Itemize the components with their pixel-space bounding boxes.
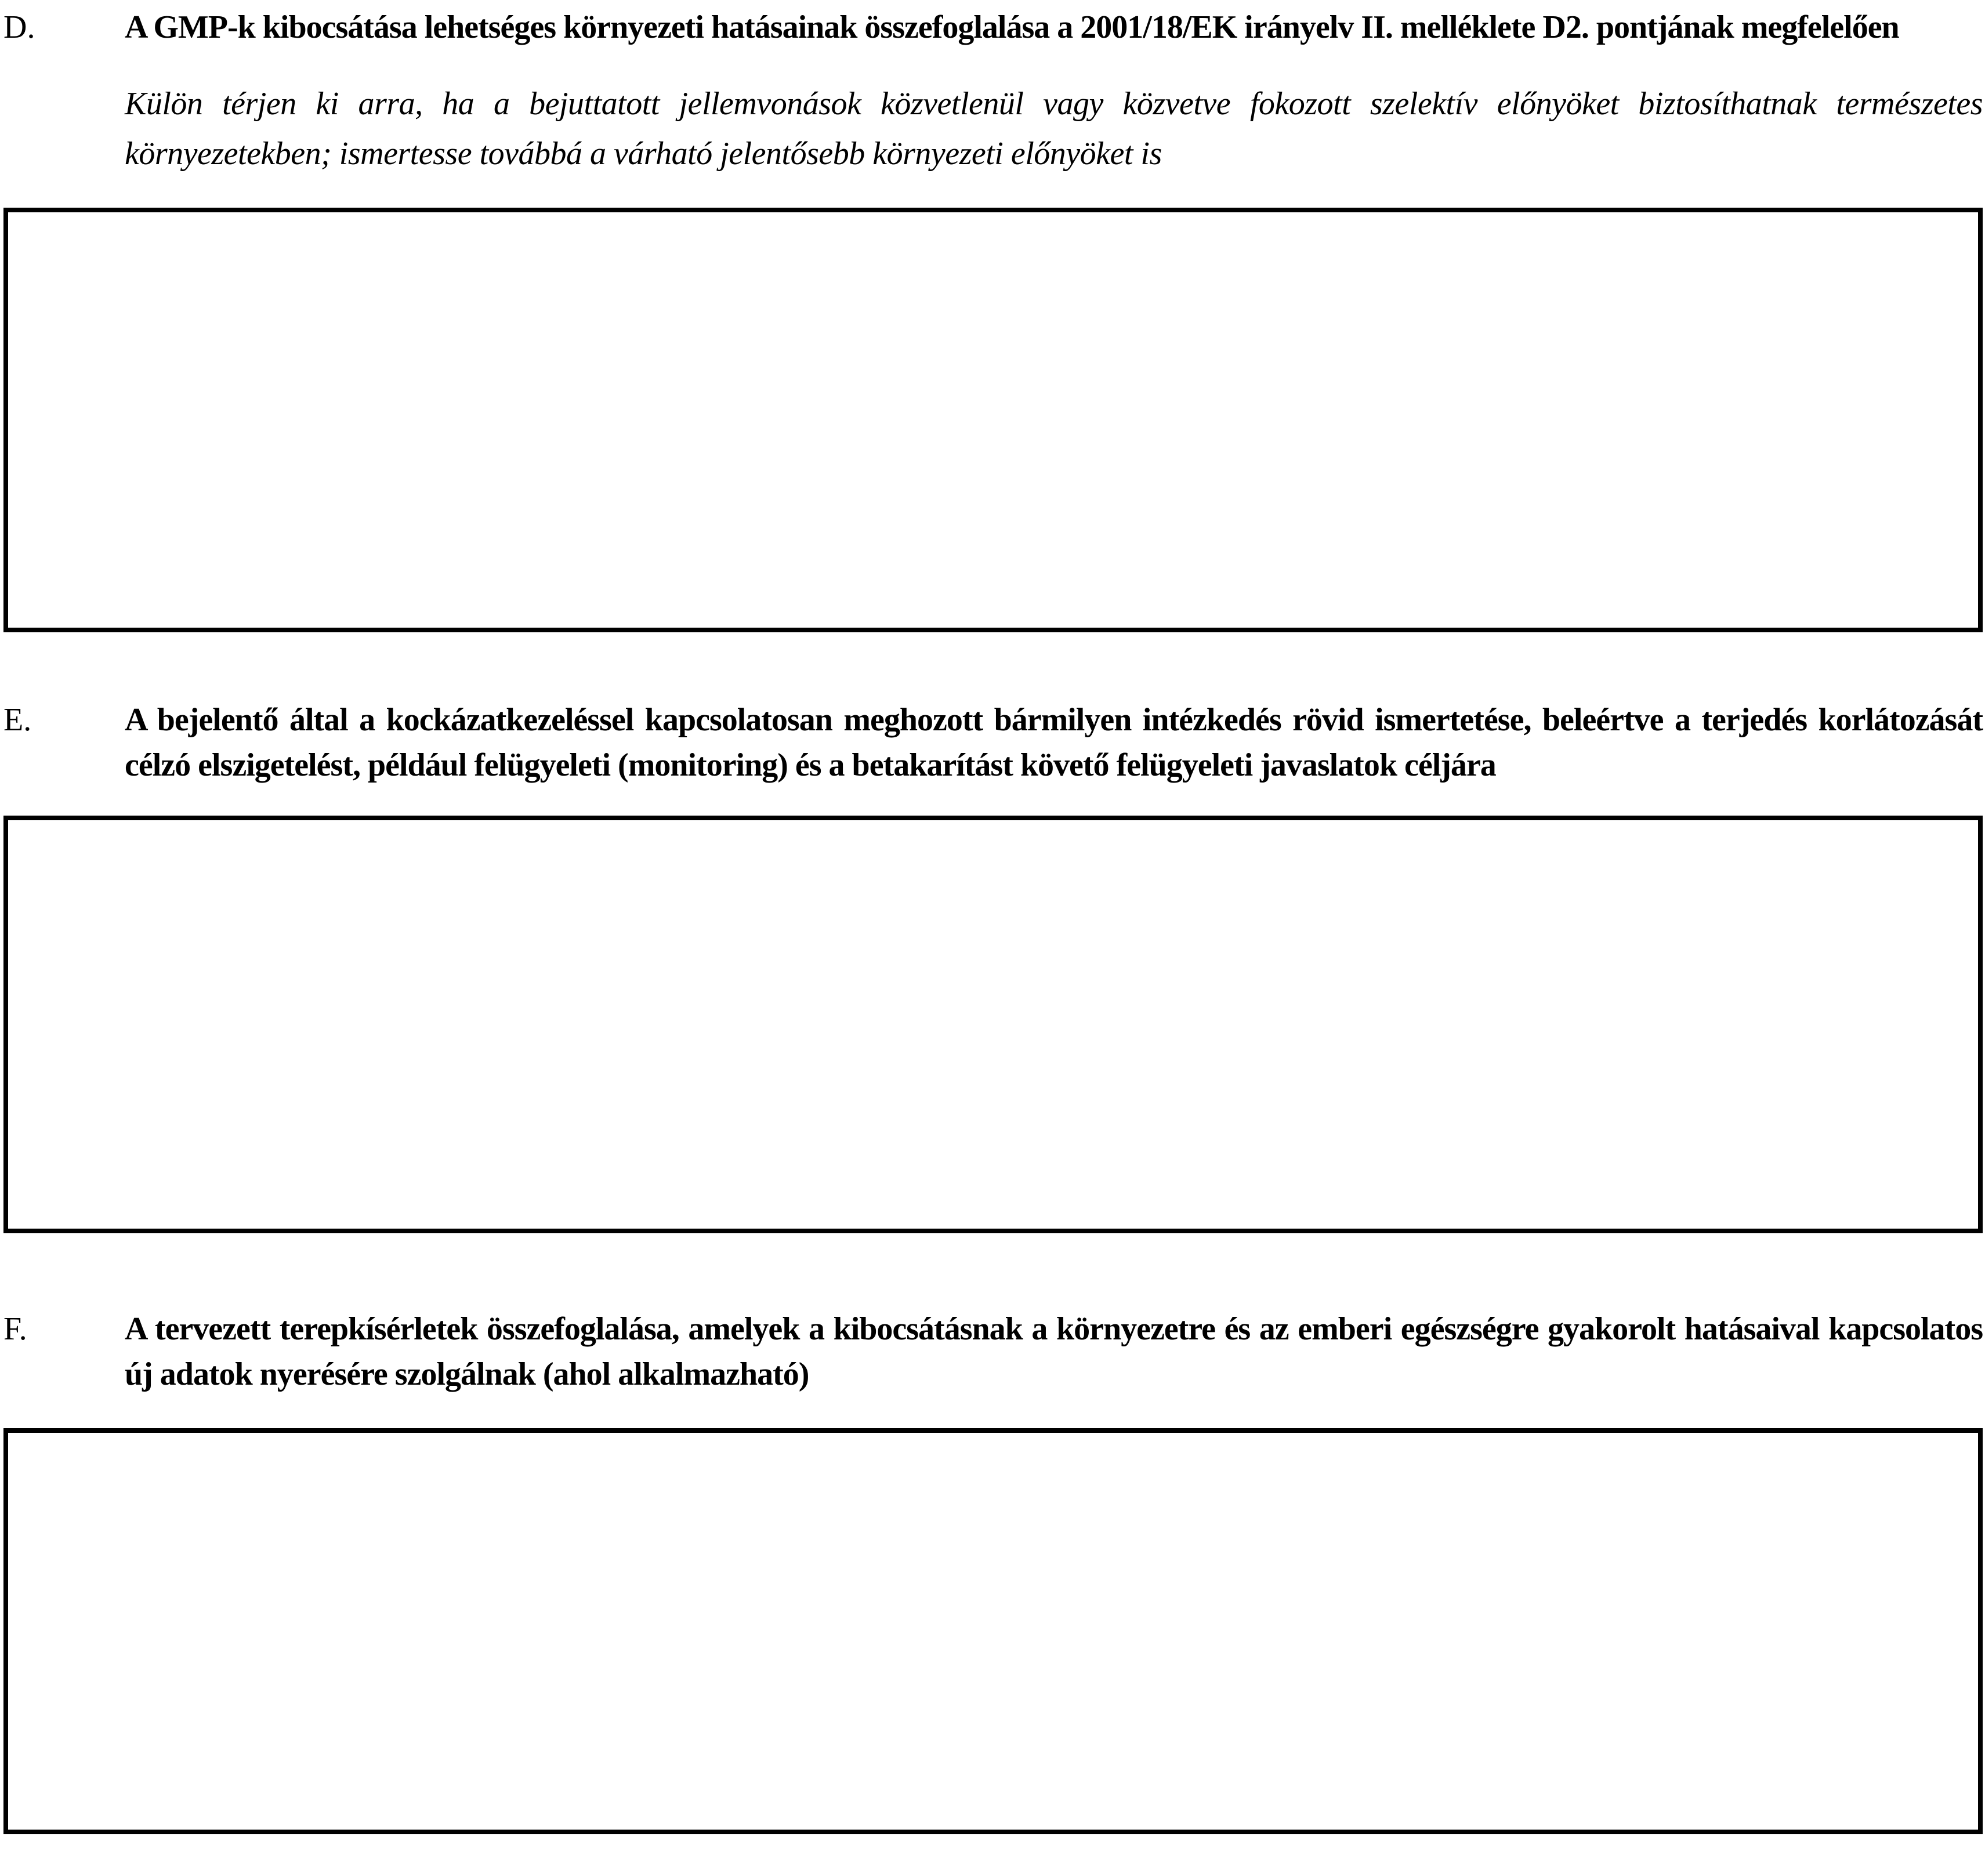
section-d-note: Külön térjen ki arra, ha a bejuttatott jellemvonások közvetlenül vagy közvetve fokozott szelektív előnyöket biztosíthatnak természetes környezetekben; ismertesse továbbá a várható jelentősebb környezeti előnyöket is — [125, 86, 1983, 172]
section-d-heading-row — [3, 5, 1983, 50]
section-f — [3, 1306, 1983, 1834]
section-f-heading: A tervezett terepkísérletek összefoglalása, amelyek a kibocsátásnak a környezetre és az emberi egészségre gyakorolt hatásaival kapcsolatos új adatok nyerésére szolgálnak (ahol alkalmazható) — [125, 1311, 1983, 1392]
section-d — [3, 5, 1983, 632]
section-d-input-box[interactable] — [3, 208, 1983, 632]
section-f-heading-row — [3, 1306, 1983, 1397]
section-d-label: D. — [3, 9, 35, 45]
section-e-heading-row — [3, 697, 1983, 788]
section-e-input-box[interactable] — [3, 816, 1983, 1233]
section-f-input-box[interactable] — [3, 1428, 1983, 1834]
section-d-heading: A GMP-k kibocsátása lehetséges környezeti hatásainak összefoglalása a 2001/18/EK irányelv II. melléklete D2. pontjának megfelelően — [125, 9, 1899, 45]
section-e-heading: A bejelentő által a kockázatkezeléssel kapcsolatosan meghozott bármilyen intézkedés rövid ismertetése, beleértve a terjedés korlátozását célzó elszigetelést, például felügyeleti (monitoring) és a betakarítást követő felügyeleti javaslatok céljára — [125, 702, 1983, 783]
section-f-label: F. — [3, 1311, 27, 1347]
section-e — [3, 697, 1983, 1233]
section-e-label: E. — [3, 702, 32, 738]
